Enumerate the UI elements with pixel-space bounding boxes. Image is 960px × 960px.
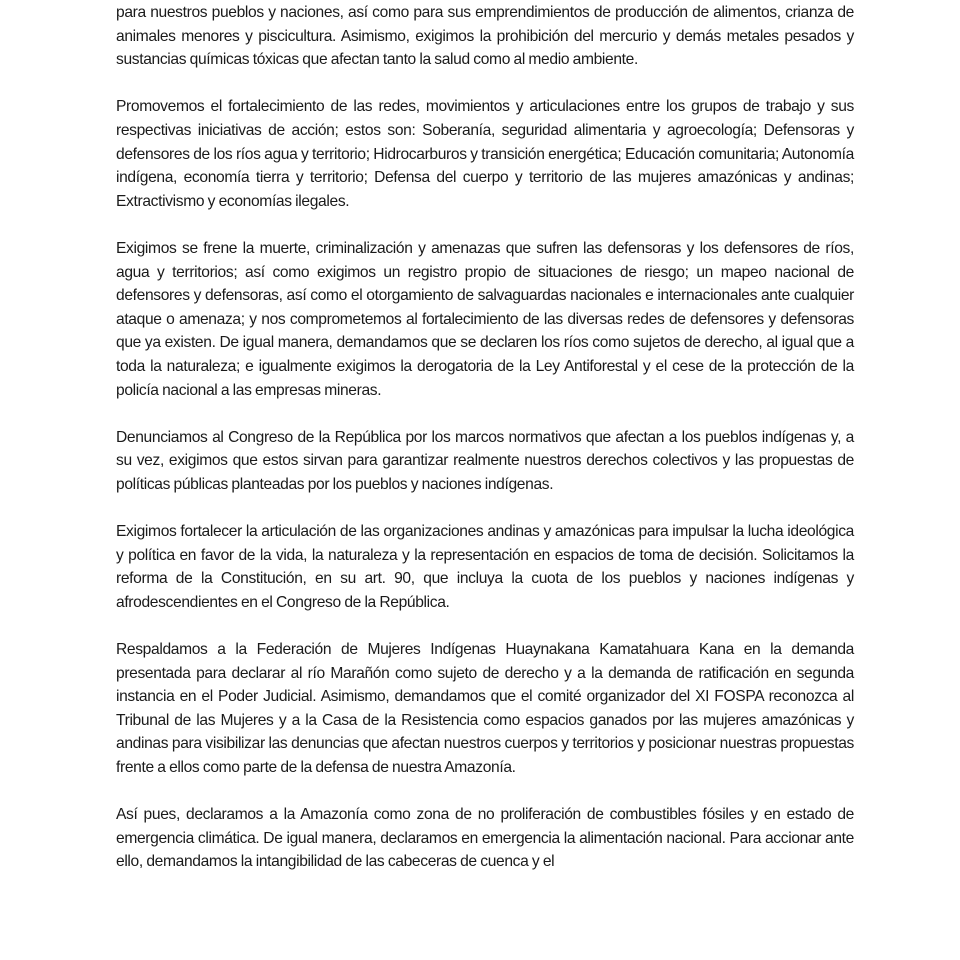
paragraph-defenders: Exigimos se frene la muerte, criminalización y amenazas que sufren las defensoras y los defensores de ríos, agua y territorios; así como exigimos un registro propio de situaciones de riesgo; un mapeo nacional de defensores y defensoras, así como el otorgamiento de salvaguardas nacionales e internacionales ante cualquier ataque o amenaza; y nos comprometemos al fortalecimiento de las diversas redes de defensores y defensoras que ya existen. De igual manera, demandamos que se declaren los ríos como sujetos de derecho, al igual que a toda la naturaleza; e igualmente exigimos la derogatoria de la Ley Antiforestal y el cese de la protección de la policía nacional a las empresas mineras.	[116, 239, 854, 399]
paragraph-food-production: para nuestros pueblos y naciones, así como para sus emprendimientos de producción de alimentos, crianza de animales menores y piscicultura. Asimismo, exigimos la prohibición del mercurio y demás metales pesados y sustancias químicas tóxicas que afectan tanto la salud como al medio ambiente.	[116, 4, 854, 69]
paragraph-articulation: Exigimos fortalecer la articulación de las organizaciones andinas y amazónicas para impulsar la lucha ideológica y política en favor de la vida, la naturaleza y la representación en espacios de toma de decisión. Solicitamos la reforma de la Constitución, en su art. 90, que incluya la cuota de los pueblos y naciones indígenas y afrodescendientes en el Congreso de la República.	[116, 523, 854, 611]
paragraph-womens-federation: Respaldamos a la Federación de Mujeres Indígenas Huaynakana Kamatahuara Kana en la demanda presentada para declarar al río Marañón como sujeto de derecho y a la demanda de ratificación en segunda instancia en el Poder Judicial. Asimismo, demandamos que el comité organizador del XI FOSPA reconozca al Tribunal de las Mujeres y a la Casa de la Resistencia como espacios ganados por las mujeres amazónicas y andinas para visibilizar las denuncias que afectan nuestros cuerpos y territorios y posicionar nuestras propuestas frente a ellos como parte de la defensa de nuestra Amazonía.	[116, 641, 854, 776]
document-page	[116, 1, 854, 874]
paragraph-networks: Promovemos el fortalecimiento de las redes, movimientos y articulaciones entre los grupos de trabajo y sus respectivas iniciativas de acción; estos son: Soberanía, seguridad alimentaria y agroecología; Defensoras y defensores de los ríos agua y territorio; Hidrocarburos y transición energética; Educación comunitaria; Autonomía indígena, economía tierra y territorio; Defensa del cuerpo y territorio de las mujeres amazónicas y andinas; Extractivismo y economías ilegales.	[116, 98, 854, 210]
paragraph-amazon-emergency: Así pues, declaramos a la Amazonía como zona de no proliferación de combustibles fósiles y en estado de emergencia climática. De igual manera, declaramos en emergencia la alimentación nacional. Para accionar ante ello, demandamos la intangibilidad de las cabeceras de cuenca y el	[116, 806, 854, 871]
paragraph-congress: Denunciamos al Congreso de la República por los marcos normativos que afectan a los pueblos indígenas y, a su vez, exigimos que estos sirvan para garantizar realmente nuestros derechos colectivos y las propuestas de políticas públicas planteadas por los pueblos y naciones indígenas.	[116, 428, 854, 493]
